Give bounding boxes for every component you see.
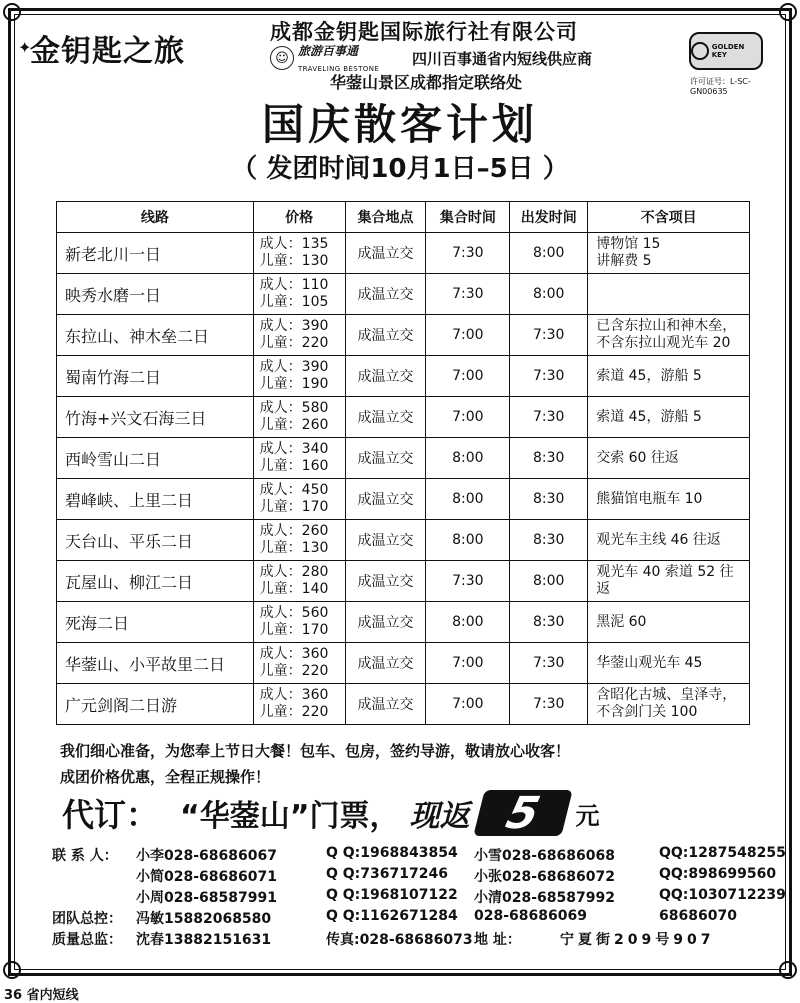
quality-label: 质量总监： (52, 932, 122, 948)
excluded-items-cell (588, 356, 750, 397)
price-cell (253, 479, 345, 520)
column-header: 不含项目 (588, 202, 750, 233)
meeting-place-cell: 成温立交 (345, 315, 426, 356)
adult-price: 成人：135 (259, 236, 329, 252)
price-cell (253, 684, 345, 725)
contact-qq: QQ:898699560 (659, 866, 777, 882)
price-cell (253, 356, 345, 397)
meeting-time-cell: 7:30 (426, 561, 510, 602)
table-row (57, 561, 750, 602)
contact-qq: Q Q:1968107122 (326, 887, 458, 903)
excluded-item: 黑泥 60 (596, 613, 647, 630)
bestone-logo-en: TRAVELING BESTONE (298, 65, 380, 73)
meeting-place-cell: 成温立交 (345, 479, 426, 520)
note-line: 成团价格优惠，全程正规操作！ (60, 768, 271, 786)
excluded-item: 观光车 40 索道 52 往返 (596, 564, 734, 597)
contact-phone: 小周028-68587991 (136, 890, 277, 906)
adult-price: 成人：580 (259, 400, 329, 416)
address: 宁夏街209号907 (560, 932, 715, 948)
corner-ornament-br (779, 961, 797, 979)
promo-rebate: 现返 (409, 799, 470, 834)
excluded-items-cell (588, 274, 750, 315)
adult-price: 成人：450 (259, 482, 329, 498)
page-subtitle: （ 发团时间10月1日–5日 ） (231, 154, 569, 184)
table-row (57, 233, 750, 274)
excluded-item: 索道 45，游船 5 (596, 408, 702, 425)
table-row (57, 438, 750, 479)
golden-key-logo (689, 32, 763, 70)
departure-time-cell: 8:00 (510, 233, 588, 274)
table-row (57, 643, 750, 684)
contact-qq: QQ:1287548255 (659, 845, 786, 861)
excluded-items-cell (588, 397, 750, 438)
child-price: 儿童：105 (259, 294, 329, 310)
column-header: 价格 (253, 202, 345, 233)
adult-price: 成人：390 (259, 359, 329, 375)
route-cell: 新老北川一日 (57, 233, 254, 274)
meeting-time-cell: 7:00 (426, 684, 510, 725)
contact-phone: 小清028-68587992 (474, 890, 615, 906)
departure-time-cell: 8:30 (510, 520, 588, 561)
contacts-label: 联 系 人： (52, 848, 118, 864)
meeting-place-cell: 成温立交 (345, 602, 426, 643)
child-price: 儿童：130 (259, 253, 329, 269)
excluded-item: 熊猫馆电瓶车 10 (596, 490, 703, 507)
excluded-item: 博物馆 15 (596, 236, 661, 252)
supplier-label: 四川百事通省内短线供应商 (412, 50, 593, 68)
excluded-items-cell (588, 520, 750, 561)
contact-phone: 小简028-68686071 (136, 869, 277, 885)
departure-time-cell: 8:30 (510, 438, 588, 479)
adult-price: 成人：260 (259, 523, 329, 539)
excluded-item: 不含东拉山观光车 20 (596, 335, 731, 351)
adult-price: 成人：340 (259, 441, 329, 457)
route-cell: 竹海+兴文石海三日 (57, 397, 254, 438)
adult-price: 成人：360 (259, 646, 329, 662)
child-price: 儿童：190 (259, 376, 329, 392)
key-icon (691, 42, 709, 60)
adult-price: 成人：280 (259, 564, 329, 580)
promo-amount: 5 (474, 790, 573, 836)
meeting-time-cell: 7:00 (426, 397, 510, 438)
meeting-place-cell: 成温立交 (345, 684, 426, 725)
route-cell: 蜀南竹海二日 (57, 356, 254, 397)
column-header: 线路 (57, 202, 254, 233)
meeting-place-cell: 成温立交 (345, 643, 426, 684)
meeting-time-cell: 8:00 (426, 602, 510, 643)
price-cell (253, 274, 345, 315)
corner-ornament-bl (3, 961, 21, 979)
departure-time-cell: 7:30 (510, 356, 588, 397)
meeting-time-cell: 8:00 (426, 479, 510, 520)
table-row (57, 397, 750, 438)
meeting-time-cell: 7:30 (426, 233, 510, 274)
excluded-items-cell (588, 561, 750, 602)
route-cell: 死海二日 (57, 602, 254, 643)
traveler-icon: ☺ (270, 46, 294, 70)
route-cell: 天台山、平乐二日 (57, 520, 254, 561)
departure-time-cell: 7:30 (510, 397, 588, 438)
company-name: 成都金钥匙国际旅行社有限公司 (270, 20, 578, 44)
table-row (57, 315, 750, 356)
column-header: 集合地点 (345, 202, 426, 233)
price-cell (253, 438, 345, 479)
child-price: 儿童：130 (259, 540, 329, 556)
child-price: 儿童：160 (259, 458, 329, 474)
departure-time-cell: 8:30 (510, 479, 588, 520)
contact-qq: Q Q:736717246 (326, 866, 448, 882)
promo-product: “华蓥山”门票， (180, 799, 400, 834)
adult-price: 成人：360 (259, 687, 329, 703)
contact-phone: 冯敏15882068580 (136, 911, 272, 927)
table-header-row (57, 202, 750, 233)
contact-phone: 沈春13882151631 (136, 932, 272, 948)
excluded-item: 交索 60 往返 (596, 449, 679, 466)
excluded-items-cell (588, 233, 750, 274)
contact-phone: 028-68686069 (474, 908, 587, 924)
excluded-items-cell (588, 602, 750, 643)
contact-qq: QQ:1030712239 (659, 887, 786, 903)
contact-phone: 小李028-68686067 (136, 848, 277, 864)
excluded-item: 索道 45，游船 5 (596, 367, 702, 384)
promo-unit: 元 (575, 801, 600, 830)
excluded-items-cell (588, 438, 750, 479)
meeting-place-cell: 成温立交 (345, 520, 426, 561)
golden-key-logo-text: GOLDEN KEY (711, 43, 745, 59)
table-row (57, 602, 750, 643)
adult-price: 成人：560 (259, 605, 329, 621)
excluded-items-cell (588, 684, 750, 725)
adult-price: 成人：390 (259, 318, 329, 334)
column-header: 出发时间 (510, 202, 588, 233)
excluded-items-cell (588, 315, 750, 356)
tour-table-body (57, 233, 750, 725)
child-price: 儿童：170 (259, 622, 329, 638)
adult-price: 成人：110 (259, 277, 329, 293)
price-cell (253, 315, 345, 356)
excluded-item: 华蓥山观光车 45 (596, 654, 703, 671)
route-cell: 映秀水磨一日 (57, 274, 254, 315)
route-cell: 西岭雪山二日 (57, 438, 254, 479)
excluded-item: 不含剑门关 100 (596, 704, 698, 720)
child-price: 儿童：140 (259, 581, 329, 597)
contact-phone: 小张028-68686072 (474, 869, 615, 885)
route-cell: 东拉山、神木垒二日 (57, 315, 254, 356)
excluded-item: 已含东拉山和神木垒， (596, 318, 737, 334)
price-cell (253, 561, 345, 602)
price-cell (253, 520, 345, 561)
contact-qq: Q Q:1162671284 (326, 908, 458, 924)
excluded-items-cell (588, 479, 750, 520)
route-cell: 广元剑阁二日游 (57, 684, 254, 725)
departure-time-cell: 8:00 (510, 274, 588, 315)
page-footer: 36 省内短线 (4, 988, 79, 1003)
route-cell: 碧峰峡、上里二日 (57, 479, 254, 520)
contact-phone: 68686070 (659, 908, 737, 924)
note-line: 我们细心准备，为您奉上节日大餐！包车、包房，签约导游，敬请放心收客！ (60, 742, 571, 760)
table-row (57, 356, 750, 397)
meeting-place-cell: 成温立交 (345, 561, 426, 602)
ad-header (18, 12, 778, 96)
contact-phone: 小雪028-68686068 (474, 848, 615, 864)
notes (60, 738, 570, 790)
column-header: 集合时间 (426, 202, 510, 233)
corner-ornament-tl (3, 3, 21, 21)
contact-qq: Q Q:1968843854 (326, 845, 458, 861)
meeting-time-cell: 7:30 (426, 274, 510, 315)
child-price: 儿童：260 (259, 417, 329, 433)
table-row (57, 520, 750, 561)
route-cell: 瓦屋山、柳江二日 (57, 561, 254, 602)
meeting-time-cell: 8:00 (426, 438, 510, 479)
meeting-time-cell: 7:00 (426, 356, 510, 397)
departure-time-cell: 7:30 (510, 684, 588, 725)
agency-label: 华蓥山景区成都指定联络处 (330, 73, 523, 92)
bestone-logo (270, 44, 405, 72)
table-row (57, 274, 750, 315)
price-cell (253, 643, 345, 684)
departure-time-cell: 8:00 (510, 561, 588, 602)
meeting-time-cell: 7:00 (426, 315, 510, 356)
excluded-items-cell (588, 643, 750, 684)
child-price: 儿童：170 (259, 499, 329, 515)
star-icon: ✦ (18, 38, 32, 57)
excluded-item: 观光车主线 46 往返 (596, 531, 721, 548)
table-row (57, 684, 750, 725)
fax-number: 传真:028-68686073 (326, 932, 473, 948)
tour-table (56, 201, 750, 725)
page-title: 国庆散客计划 (261, 100, 538, 149)
departure-time-cell: 7:30 (510, 643, 588, 684)
corner-ornament-tr (779, 3, 797, 21)
child-price: 儿童：220 (259, 704, 329, 720)
brand-logo-text: 金钥匙之旅 (30, 34, 185, 69)
meeting-time-cell: 7:00 (426, 643, 510, 684)
table-row (57, 479, 750, 520)
excluded-item: 含昭化古城、皇泽寺， (596, 687, 737, 703)
meeting-time-cell: 8:00 (426, 520, 510, 561)
departure-time-cell: 8:30 (510, 602, 588, 643)
meeting-place-cell: 成温立交 (345, 233, 426, 274)
child-price: 儿童：220 (259, 663, 329, 679)
meeting-place-cell: 成温立交 (345, 274, 426, 315)
excluded-item: 讲解费 5 (596, 253, 652, 269)
meeting-place-cell: 成温立交 (345, 356, 426, 397)
ticket-promo (62, 787, 600, 839)
departure-time-cell: 7:30 (510, 315, 588, 356)
price-cell (253, 397, 345, 438)
license-number: 许可证号：L-SC-GN00635 (690, 77, 751, 96)
team-label: 团队总控： (52, 911, 122, 927)
meeting-place-cell: 成温立交 (345, 438, 426, 479)
price-cell (253, 233, 345, 274)
route-cell: 华蓥山、小平故里二日 (57, 643, 254, 684)
address-label: 地 址： (474, 932, 521, 948)
bestone-logo-cn: 旅游百事通 (298, 44, 359, 58)
child-price: 儿童：220 (259, 335, 329, 351)
meeting-place-cell: 成温立交 (345, 397, 426, 438)
promo-label: 代订： (62, 796, 159, 834)
price-cell (253, 602, 345, 643)
